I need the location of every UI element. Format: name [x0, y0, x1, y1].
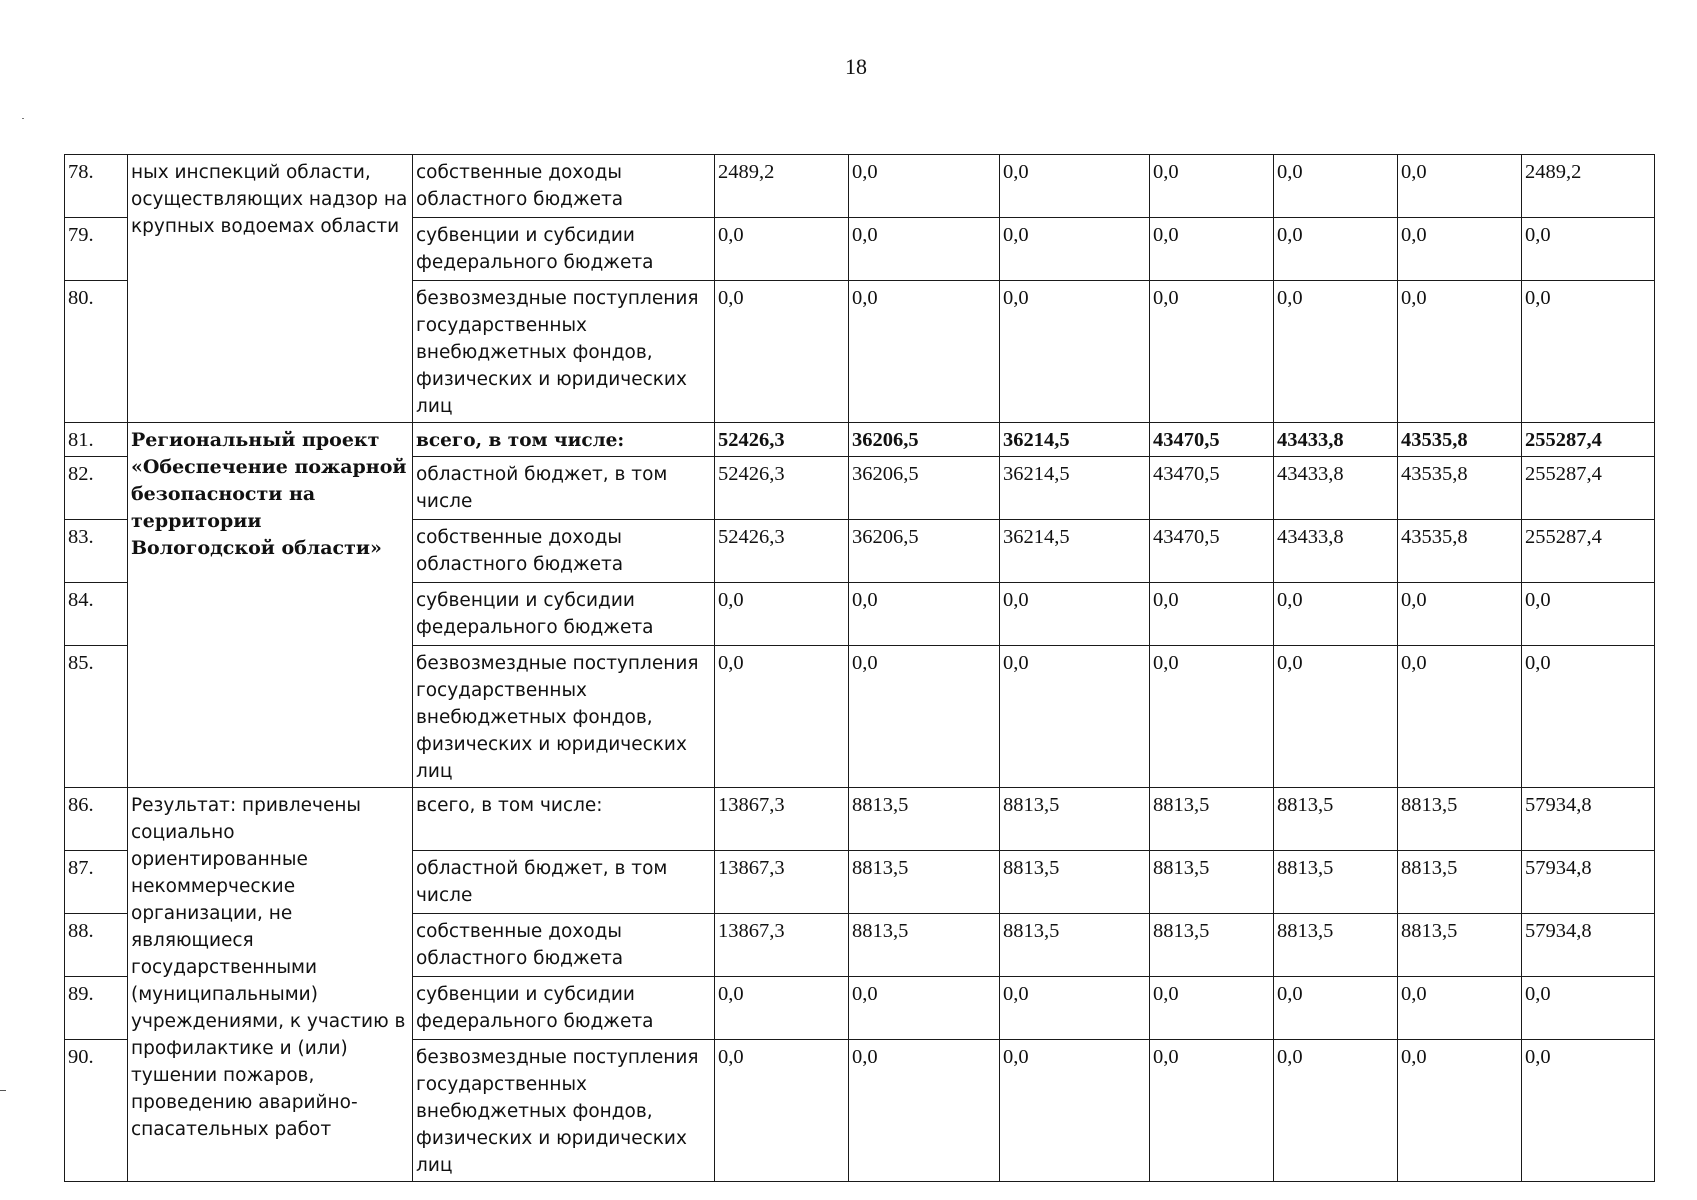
year-value: 13867,3 [715, 851, 849, 914]
table-row [65, 423, 1655, 457]
item-name: ных инспекций области, осуществляющих надзор на крупных водоемах области [128, 155, 413, 423]
scan-mark-left [0, 1090, 6, 1091]
year-value: 0,0 [1000, 646, 1150, 788]
year-value: 0,0 [1398, 281, 1522, 423]
year-value: 43470,5 [1150, 457, 1274, 520]
row-number: 85. [65, 646, 128, 788]
row-number: 82. [65, 457, 128, 520]
row-number: 83. [65, 520, 128, 583]
year-value: 8813,5 [849, 851, 1000, 914]
year-value: 0,0 [1398, 977, 1522, 1040]
year-value: 13867,3 [715, 788, 849, 851]
year-value: 0,0 [1398, 155, 1522, 218]
page-number: 18 [845, 54, 867, 79]
year-value: 43433,8 [1274, 520, 1398, 583]
funding-source: собственные доходы областного бюджета [413, 914, 715, 977]
row-number: 90. [65, 1040, 128, 1182]
year-value: 0,0 [1150, 583, 1274, 646]
item-name: Региональный проект «Обеспечение пожарной безопасности на территории Вологодской области» [128, 423, 413, 788]
year-value: 8813,5 [849, 788, 1000, 851]
row-number: 78. [65, 155, 128, 218]
year-value: 8813,5 [1150, 788, 1274, 851]
year-value: 8813,5 [1000, 788, 1150, 851]
year-value: 0,0 [1150, 977, 1274, 1040]
total-value: 255287,4 [1522, 423, 1655, 457]
row-number: 88. [65, 914, 128, 977]
year-value: 0,0 [1150, 1040, 1274, 1182]
year-value: 8813,5 [1000, 851, 1150, 914]
year-value: 0,0 [1398, 646, 1522, 788]
total-value: 255287,4 [1522, 457, 1655, 520]
item-name: Результат: привлечены социально ориентированные некоммерческие организации, не являющиеся государственными (муниципальными) учреждениями, к участию в профилактике и (или) тушении пожаров, проведению аварийно-спасательных работ [128, 788, 413, 1182]
year-value: 8813,5 [1398, 914, 1522, 977]
funding-source: субвенции и субсидии федерального бюджета [413, 977, 715, 1040]
year-value: 0,0 [1150, 218, 1274, 281]
row-number: 89. [65, 977, 128, 1040]
year-value: 0,0 [1274, 646, 1398, 788]
year-value: 43470,5 [1150, 423, 1274, 457]
year-value: 0,0 [849, 583, 1000, 646]
year-value: 0,0 [849, 1040, 1000, 1182]
year-value: 0,0 [1000, 1040, 1150, 1182]
year-value: 0,0 [1398, 1040, 1522, 1182]
year-value: 0,0 [849, 281, 1000, 423]
year-value: 0,0 [849, 977, 1000, 1040]
year-value: 43535,8 [1398, 520, 1522, 583]
year-value: 0,0 [1274, 218, 1398, 281]
table-row [65, 788, 1655, 851]
year-value: 0,0 [1000, 977, 1150, 1040]
table-row [65, 155, 1655, 218]
year-value: 36206,5 [849, 457, 1000, 520]
year-value: 8813,5 [1000, 914, 1150, 977]
year-value: 0,0 [715, 281, 849, 423]
row-number: 79. [65, 218, 128, 281]
funding-source: областной бюджет, в том числе [413, 851, 715, 914]
budget-table [64, 154, 1655, 1182]
funding-source: безвозмездные поступления государственных внебюджетных фондов, физических и юридических лиц [413, 281, 715, 423]
year-value: 36206,5 [849, 520, 1000, 583]
year-value: 0,0 [1274, 1040, 1398, 1182]
year-value: 36214,5 [1000, 457, 1150, 520]
year-value: 36214,5 [1000, 520, 1150, 583]
year-value: 0,0 [1274, 977, 1398, 1040]
year-value: 43433,8 [1274, 457, 1398, 520]
total-value: 0,0 [1522, 218, 1655, 281]
year-value: 0,0 [715, 646, 849, 788]
year-value: 0,0 [849, 218, 1000, 281]
year-value: 0,0 [849, 155, 1000, 218]
row-number: 81. [65, 423, 128, 457]
funding-source: собственные доходы областного бюджета [413, 155, 715, 218]
year-value: 0,0 [1150, 646, 1274, 788]
year-value: 0,0 [1150, 281, 1274, 423]
row-number: 84. [65, 583, 128, 646]
year-value: 8813,5 [1150, 851, 1274, 914]
funding-source: субвенции и субсидии федерального бюджета [413, 583, 715, 646]
year-value: 8813,5 [1274, 788, 1398, 851]
total-value: 0,0 [1522, 646, 1655, 788]
year-value: 0,0 [1274, 155, 1398, 218]
year-value: 0,0 [715, 1040, 849, 1182]
total-value: 57934,8 [1522, 914, 1655, 977]
year-value: 8813,5 [1398, 788, 1522, 851]
year-value: 0,0 [1274, 281, 1398, 423]
funding-source: всего, в том числе: [413, 423, 715, 457]
total-value: 255287,4 [1522, 520, 1655, 583]
year-value: 43470,5 [1150, 520, 1274, 583]
total-value: 57934,8 [1522, 851, 1655, 914]
funding-source: собственные доходы областного бюджета [413, 520, 715, 583]
year-value: 13867,3 [715, 914, 849, 977]
total-value: 0,0 [1522, 583, 1655, 646]
year-value: 8813,5 [1274, 914, 1398, 977]
funding-source: безвозмездные поступления государственных внебюджетных фондов, физических и юридических лиц [413, 1040, 715, 1182]
row-number: 87. [65, 851, 128, 914]
total-value: 2489,2 [1522, 155, 1655, 218]
year-value: 2489,2 [715, 155, 849, 218]
year-value: 0,0 [1398, 218, 1522, 281]
year-value: 36206,5 [849, 423, 1000, 457]
total-value: 57934,8 [1522, 788, 1655, 851]
year-value: 36214,5 [1000, 423, 1150, 457]
year-value: 43433,8 [1274, 423, 1398, 457]
year-value: 43535,8 [1398, 457, 1522, 520]
year-value: 0,0 [849, 646, 1000, 788]
year-value: 0,0 [1274, 583, 1398, 646]
scan-mark-top [22, 118, 24, 119]
row-number: 80. [65, 281, 128, 423]
year-value: 0,0 [1000, 155, 1150, 218]
funding-source: областной бюджет, в том числе [413, 457, 715, 520]
year-value: 0,0 [1150, 155, 1274, 218]
total-value: 0,0 [1522, 977, 1655, 1040]
year-value: 0,0 [715, 218, 849, 281]
year-value: 8813,5 [1398, 851, 1522, 914]
table-body [65, 155, 1655, 1182]
funding-source: безвозмездные поступления государственных внебюджетных фондов, физических и юридических лиц [413, 646, 715, 788]
row-number: 86. [65, 788, 128, 851]
year-value: 8813,5 [849, 914, 1000, 977]
year-value: 0,0 [1000, 218, 1150, 281]
funding-source: всего, в том числе: [413, 788, 715, 851]
year-value: 52426,3 [715, 520, 849, 583]
year-value: 52426,3 [715, 457, 849, 520]
year-value: 0,0 [715, 583, 849, 646]
year-value: 8813,5 [1274, 851, 1398, 914]
year-value: 52426,3 [715, 423, 849, 457]
year-value: 43535,8 [1398, 423, 1522, 457]
year-value: 0,0 [1000, 281, 1150, 423]
year-value: 0,0 [715, 977, 849, 1040]
total-value: 0,0 [1522, 1040, 1655, 1182]
year-value: 0,0 [1000, 583, 1150, 646]
total-value: 0,0 [1522, 281, 1655, 423]
funding-source: субвенции и субсидии федерального бюджета [413, 218, 715, 281]
year-value: 0,0 [1398, 583, 1522, 646]
year-value: 8813,5 [1150, 914, 1274, 977]
